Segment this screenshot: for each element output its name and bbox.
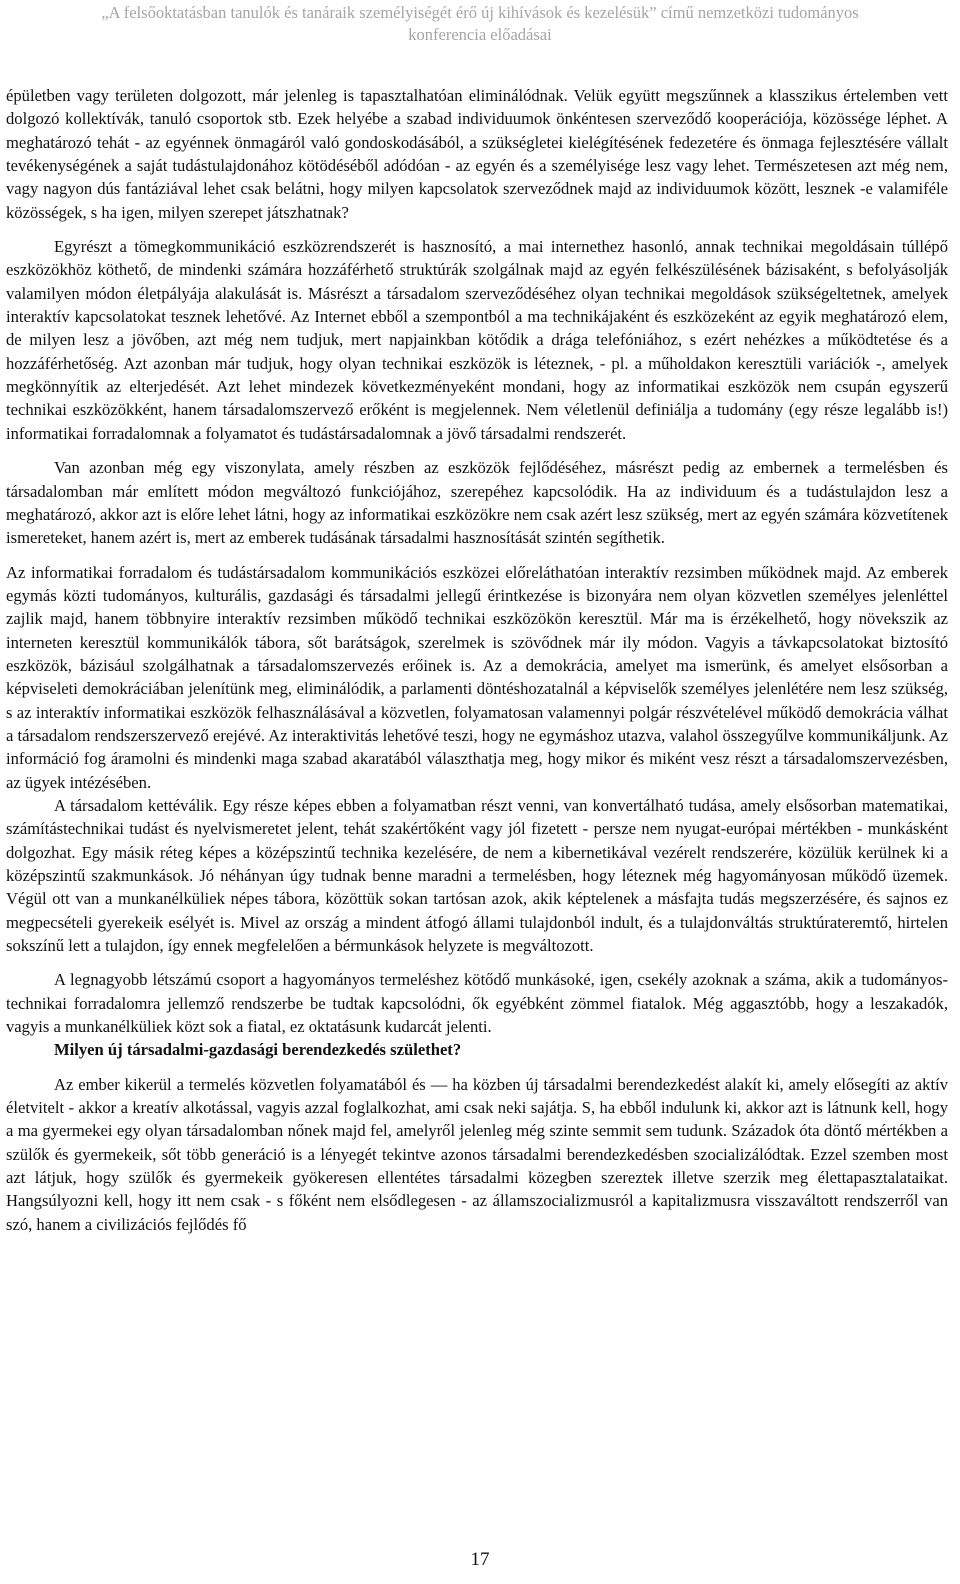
running-header-line-2: konferencia előadásai — [408, 25, 552, 44]
paragraph: Van azonban még egy viszonylata, amely részben az eszközök fejlődéséhez, másrészt pedig az embernek a termelésben és társadalomban már említett módon megváltozó funkciójához, szerepéhez kapcsolódik. Ha az individuum és a tudástulajdon lesz a meghatározó, akkor azt is előre lehet látni, hogy az informatikai eszközökre nem csak azért lesz szükség, mert az egyén számára közvetítenek ismereteket, hanem azért is, mert az emberek tudásának társadalmi hasznosítását szintén segíthetik. — [6, 458, 948, 548]
paragraph: Az informatikai forradalom és tudástársadalom kommunikációs eszközei előreláthatóan interaktív rezsimben működnek majd. Az emberek egymás közti tudományos, kulturális, gazdasági és társadalmi jellegű érintkezése is bizonyára nem olyan közvetlen személyes jelenléttel zajlik majd, hanem többnyire interaktív rezsimben működő technikai eszközökön keresztül. Már ma is érzékelhető, hogy növekszik az interneten keresztül kommunikálók tábora, sőt barátságok, szerelmek is szövődnek már ily módon. Vagyis a távkapcsolatokat biztosító eszközök, bázisául szolgálhatnak a társadalomszervezés erőinek is. Az a demokrácia, amelyet ma ismerünk, és amelyet elsősorban a képviseleti demokráciában jelenítünk meg, eliminálódik, a parlamenti döntéshozatalnál a képviselők személyes jelenlétére nem lesz szükség, s az interaktív informatikai eszközök felhasználásával a közvetlen, folyamatosan valamennyi polgár részvételével működő demokrácia válhat a társadalom rendszerszervező erejévé. Az interaktivitás lehetővé teszi, hogy ne egymáshoz utazva, valahol összegyűlve kommunikáljunk. Az információ fog áramolni és mindenki maga szabad akaratából választhatja meg, hogy mikor és miként vesz részt a társadalomszervezésben, az ügyek intézésében. — [6, 562, 948, 792]
page-number: 17 — [470, 1549, 490, 1570]
running-header — [0, 2, 960, 46]
paragraph: Egyrészt a tömegkommunikáció eszközrendszerét is hasznosító, a mai internethez hasonló, annak technikai megoldásain túllépő eszközökhöz köthető, de mindenki számára hozzáférhető struktúrák szolgálnak majd az egyén felkészülésének bázisaként, s befolyásolják valamilyen módon életpályája alakulását is. Másrészt a társadalom szerveződéséhez olyan technikai megoldások szükségeltetnek, amelyek interaktív kapcsolatokat tesznek lehetővé. Az Internet ebből a szempontból a ma technikájaként és eszközeként az egyik meghatározó elem, de milyen lesz a jövőben, azt még nem tudjuk, mert napjainkban kötődik a drága telefóniához, s ezért nehézkes a működtetése és a hozzáférhetőség. Azt azonban már tudjuk, hogy olyan technikai eszközök is léteznek, - pl. a műholdakon keresztüli variációk -, amelyek megkönnyítik az elterjedését. Azt lehet mindezek következményeként mondani, hogy az informatikai eszközök nem csupán egyszerű technikai eszközökként, hanem társadalomszervező erőként is megjelennek. Nem véletlenül definiálja a tudomány (egy része legalább is!) informatikai forradalomnak a folyamatot és tudástársadalomnak a jövő társadalmi rendszerét. — [6, 237, 948, 443]
paragraph: Az ember kikerül a termelés közvetlen folyamatából és — ha közben új társadalmi berendezkedést alakít ki, amely elősegíti az aktív életvitelt - akkor a kreatív alkotással, vagyis azzal foglalkozhat, ami csak neki sajátja. S, ha ebből indulunk ki, akkor azt is látnunk kell, hogy a ma gyermekei egy olyan társadalomban nőnek majd fel, amelyről jelenleg még szinte semmit sem tudunk. Századok óta döntő mértékben a szülők és gyermekeik, sőt több generáció is a lényegét tekintve azonos társadalmi berendezkedésben szocializálódtak. Ezzel szemben most azt látjuk, hogy szülők és gyermekeik gyökeresen ellentétes társadalmi közegben szereztek illetve szerzik meg élettapasztalataikat. Hangsúlyozni kell, hogy itt nem csak - s főként nem elsődlegesen - az államszocializmusról a kapitalizmusra visszaváltott rendszerről van szó, hanem a civilizációs fejlődés fő — [6, 1074, 948, 1234]
paragraph: A legnagyobb létszámú csoport a hagyományos termeléshez kötődő munkásoké, igen, csekély azoknak a száma, akik a tudományos-technikai forradalomra jellemző rendszerbe be tudtak kapcsolódni, ők egyébként zömmel fiatalok. Még aggasztóbb, hogy a leszakadók, vagyis a munkanélküliek közt sok a fiatal, ez oktatásunk kudarcát jelenti. — [6, 970, 948, 1037]
paragraph: épületben vagy területen dolgozott, már jelenleg is tapasztalhatóan eliminálódnak. Velük együtt megszűnnek a klasszikus értelemben vett dolgozó kollektívák, tanuló csoportok stb. Ezek helyébe a szabad individuumok önkéntesen szerveződő kooperációja, közössége léphet. A meghatározó tehát - az egyénnek önmagáról való gondoskodásából, a szükségletei kielégítésének fedezetére és önmaga fejlesztésére vállalt tevékenységének a saját tudástulajdonához kötödéséből adódóan - az egyén és a személyisége lesz vagy lehet. Természetesen azt még nem, vagy nagyon dús fantáziával lehet csak belátni, hogy milyen kapcsolatok szerveződnek majd az individuumok között, lesznek -e valamiféle közösségek, s ha igen, milyen szerepet játszhatnak? — [6, 86, 948, 222]
running-header-line-1: „A felsőoktatásban tanulók és tanáraik személyiségét érő új kihívások és kezelésük” című nemzetközi tudományos — [101, 3, 859, 22]
paragraph: A társadalom kettéválik. Egy része képes ebben a folyamatban részt venni, van konvertálható tudása, amely elsősorban matematikai, számítástechnikai tudást és nyelvismeretet jelent, tehát szakértőként vagy jól fizetett - persze nem nyugat-európai mértékben - munkásként dolgozhat. Egy másik réteg képes a középszintű technika kezelésére, de nem a kibernetikával vezérelt rendszerére, közülük kerülnek ki a középszintű szakmunkások. Jó néhányan úgy tudnak benne maradni a termelésben, hogy léteznek még hagyományosan működő üzemek. Végül ott van a munkanélküliek népes tábora, közöttük sokan tartósan azok, akik képtelenek a másfajta tudás megszerzésére, és sajnos ez megpecsételi gyerekeik esélyét is. Mivel az ország a mindent átfogó állami tulajdonból indult, és a tulajdonváltás struktúrateremtő, hirtelen sokszínű lett a tulajdon, így ennek megfelelően a bérmunkások helyzete is megváltozott. — [6, 795, 948, 956]
body-text — [6, 84, 948, 1236]
section-heading: Milyen új társadalmi-gazdasági berendezkedés születhet? — [54, 1040, 462, 1060]
